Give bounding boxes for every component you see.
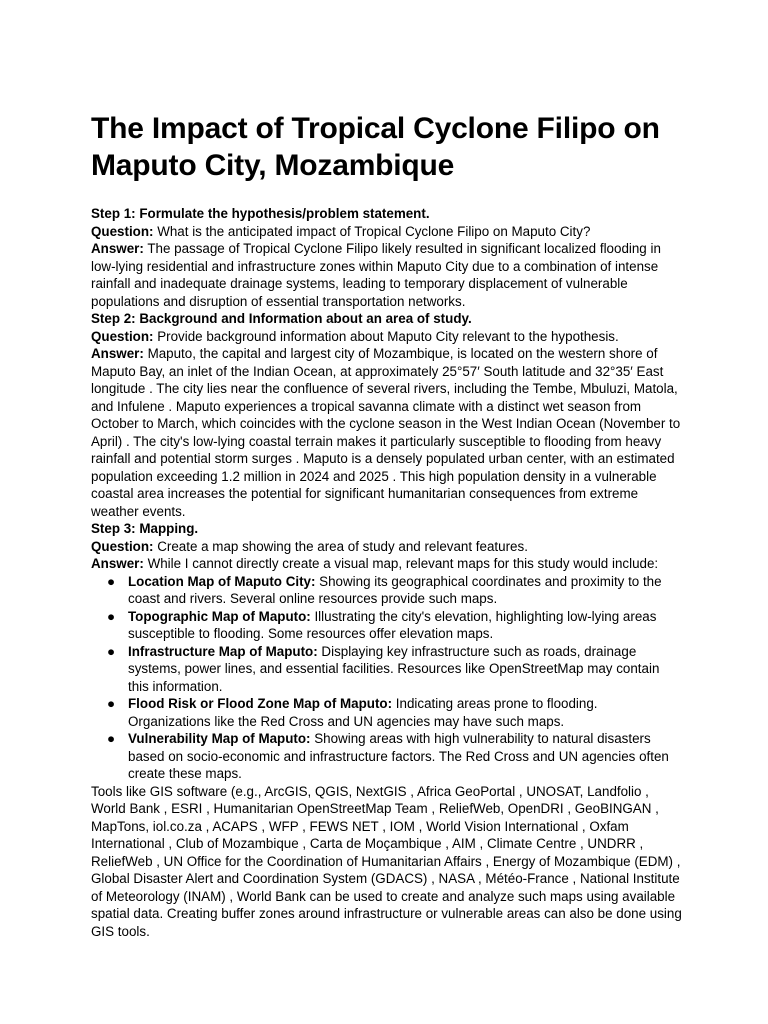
map-name: Infrastructure Map of Maputo: xyxy=(128,643,318,659)
list-item xyxy=(106,608,683,643)
page-title: The Impact of Tropical Cyclone Filipo on Maputo City, Mozambique xyxy=(91,112,660,182)
list-item xyxy=(106,573,683,608)
map-description: Showing areas with high vulnerability to natural disasters based on socio-economic and infrastructure factors. The Red Cross and UN agencies often create these maps. xyxy=(128,731,669,781)
map-list xyxy=(91,573,683,783)
step-3-answer xyxy=(91,555,683,573)
question-label: Question: xyxy=(91,538,154,554)
step-1-answer-text: The passage of Tropical Cyclone Filipo likely resulted in significant localized flooding in low-lying residential and infrastructure zones within Maputo City due to a combination of intense rainfall and inadequate drainage systems, leading to temporary displacement of vulnerable populations and disruption of essential transportation networks. xyxy=(91,241,661,309)
bullet-icon: ● xyxy=(106,643,116,659)
tools-paragraph: Tools like GIS software (e.g., ArcGIS, QGIS, NextGIS , Africa GeoPortal , UNOSAT, Landfolio , World Bank , ESRI , Humanitarian OpenStreetMap Team , ReliefWeb, OpenDRI , GeoBINGAN , MapTons, iol.co.za , ACAPS , WFP , FEWS NET , IOM , World Vision International , Oxfam International , Club of Mozambique , Carta de Moçambique , AIM , Climate Centre , UNDRR , ReliefWeb , UN Office for the Coordination of Humanitarian Affairs , Energy of Mozambique (EDM) , Global Disaster Alert and Coordination System (GDACS) , NASA , Météo-France , National Institute of Meteorology (INAM) , World Bank can be used to create and analyze such maps using available spatial data. Creating buffer zones around infrastructure or vulnerable areas can also be done using GIS tools. xyxy=(91,783,682,939)
step-3-answer-text: While I cannot directly create a visual map, relevant maps for this study would include: xyxy=(143,556,659,571)
bullet-icon: ● xyxy=(106,731,116,746)
map-description: Showing its geographical coordinates and proximity to the coast and rivers. Several online resources provide such maps. xyxy=(128,573,662,606)
map-description: Indicating areas prone to flooding. Organizations like the Red Cross and UN agencies may have such maps. xyxy=(128,696,598,729)
step-2-answer xyxy=(91,345,683,520)
step-2-question-text: Provide background information about Maputo City relevant to the hypothesis. xyxy=(153,328,619,344)
step-1-question-text: What is the anticipated impact of Tropical Cyclone Filipo on Maputo City? xyxy=(153,223,591,239)
map-description: Displaying key infrastructure such as roads, drainage systems, power lines, and essential facilities. Resources like OpenStreetMap may contain this information. xyxy=(128,643,660,694)
list-item xyxy=(106,695,683,730)
step-2-question xyxy=(91,328,683,346)
list-item xyxy=(106,643,683,696)
map-description: Illustrating the city's elevation, highlighting low-lying areas susceptible to flooding. Some resources offer elevation maps. xyxy=(128,608,657,641)
question-label: Question: xyxy=(91,223,154,239)
answer-label: Answer: xyxy=(91,346,144,361)
step-2-answer-text: Maputo, the capital and largest city of Mozambique, is located on the western shore of Maputo Bay, an inlet of the Indian Ocean, at approximately 25°57′ South latitude and 32°35′ East longitude . The city lies near the confluence of several rivers, including the Tembe, Mbuluzi, Matola, and Infulene . Maputo experiences a tropical savanna climate with a distinct wet season from October to March, which coincides with the cyclone season in the West Indian Ocean (November to April) . The city's low-lying coastal terrain makes it particularly susceptible to flooding from heavy rainfall and potential storm surges . Maputo is a densely populated urban center, with an estimated population exceeding 1.2 million in 2024 and 2025 . This high population density in a vulnerable coastal area increases the potential for significant humanitarian consequences from extreme weather events. xyxy=(91,346,681,519)
answer-label: Answer: xyxy=(91,241,144,256)
step-3-question-text: Create a map showing the area of study and relevant features. xyxy=(153,538,528,554)
step-3-question xyxy=(91,538,683,556)
step-1-heading: Step 1: Formulate the hypothesis/problem statement. xyxy=(91,206,430,221)
map-name: Location Map of Maputo City: xyxy=(128,573,316,589)
bullet-icon: ● xyxy=(106,696,116,711)
bullet-icon: ● xyxy=(106,608,116,624)
question-label: Question: xyxy=(91,328,154,344)
bullet-icon: ● xyxy=(106,573,116,589)
step-1-answer xyxy=(91,240,683,310)
list-item xyxy=(106,730,683,783)
document-body xyxy=(91,110,683,940)
map-name: Topographic Map of Maputo: xyxy=(128,608,311,624)
step-2-heading: Step 2: Background and Information about an area of study. xyxy=(91,311,472,326)
step-3-heading: Step 3: Mapping. xyxy=(91,521,199,536)
answer-label: Answer: xyxy=(91,556,144,571)
map-name: Vulnerability Map of Maputo: xyxy=(128,731,311,746)
map-name: Flood Risk or Flood Zone Map of Maputo: xyxy=(128,696,393,711)
step-1-question xyxy=(91,223,683,241)
